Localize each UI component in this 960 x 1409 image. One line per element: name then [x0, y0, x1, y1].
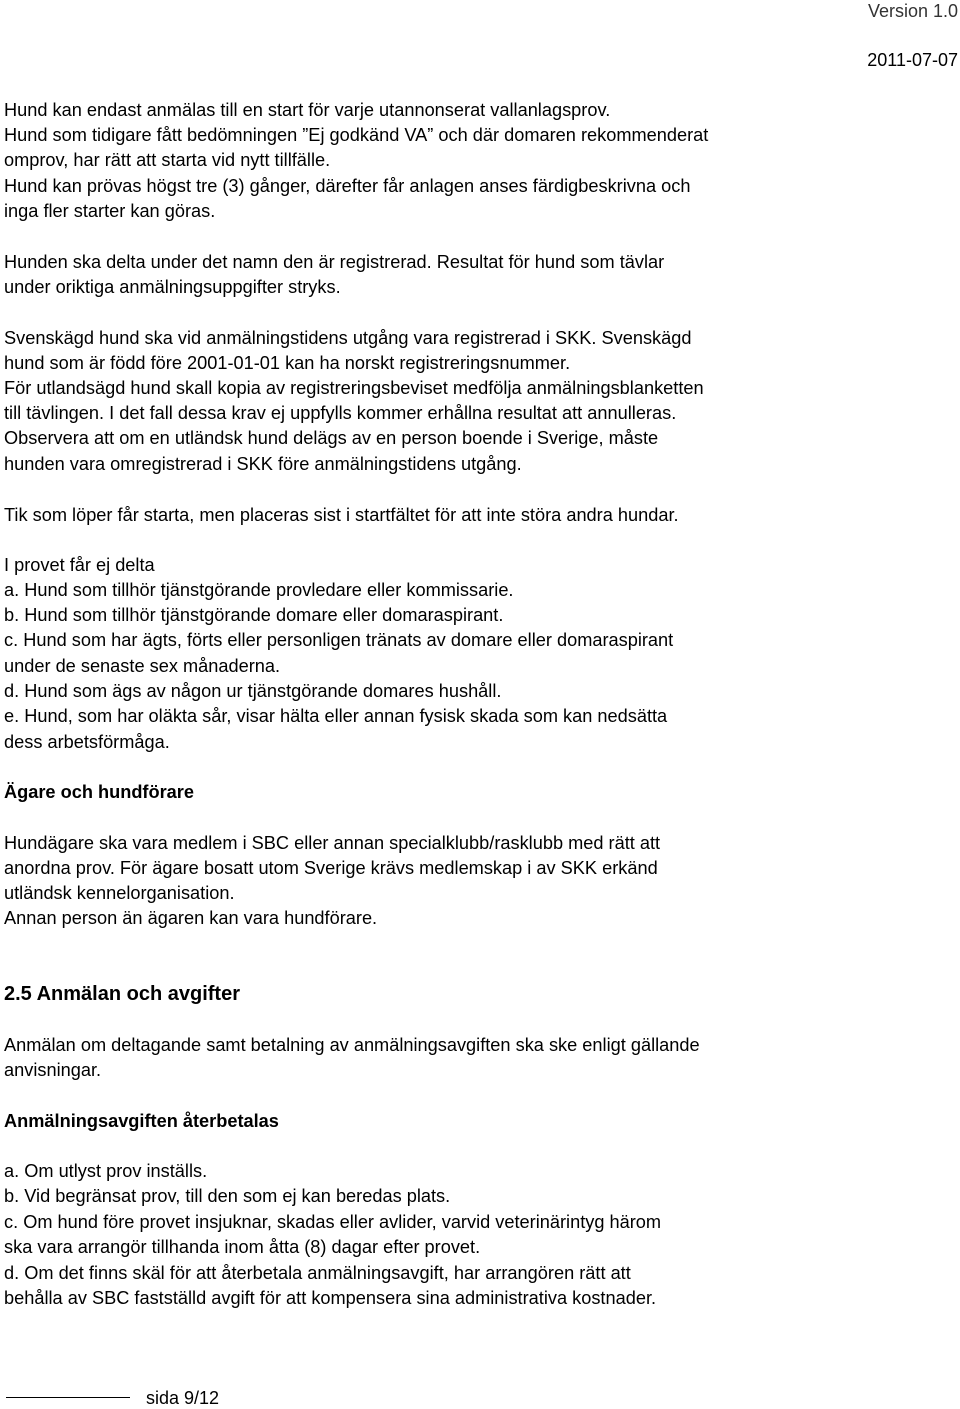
document-date: 2011-07-07 [867, 50, 958, 70]
body-line: utländsk kennelorganisation. [4, 883, 235, 903]
body-line: Hund kan prövas högst tre (3) gånger, därefter får anlagen anses färdigbeskrivna och [4, 176, 691, 196]
version-label: Version 1.0 [867, 1, 958, 21]
section-heading: Anmälningsavgiften återbetalas [4, 1111, 279, 1131]
page-number: sida 9/12 [146, 1388, 220, 1408]
chapter-heading: 2.5 Anmälan och avgifter [4, 983, 240, 1005]
list-item: c. Om hund före provet insjuknar, skadas eller avlider, varvid veterinärintyg härom [4, 1212, 662, 1232]
body-line: Hunden ska delta under det namn den är registrerad. Resultat för hund som tävlar [4, 252, 665, 272]
footer-rule [6, 1397, 130, 1398]
list-item: c. Hund som har ägts, förts eller personligen tränats av domare eller domaraspirant [4, 630, 674, 650]
body-line: För utlandsägd hund skall kopia av registreringsbeviset medfölja anmälningsblanketten [4, 378, 704, 398]
list-item: e. Hund, som har oläkta sår, visar hälta eller annan fysisk skada som kan nedsätta [4, 706, 668, 726]
list-item: a. Om utlyst prov inställs. [4, 1161, 208, 1181]
list-item: under de senaste sex månaderna. [4, 656, 281, 676]
body-line: anvisningar. [4, 1060, 102, 1080]
list-item: d. Hund som ägs av någon ur tjänstgörande domares hushåll. [4, 681, 502, 701]
body-line: Hundägare ska vara medlem i SBC eller annan specialklubb/rasklubb med rätt att [4, 833, 661, 853]
body-line: till tävlingen. I det fall dessa krav ej uppfylls kommer erhållna resultat att annulleras. [4, 403, 677, 423]
list-item: ska vara arrangör tillhanda inom åtta (8) dagar efter provet. [4, 1237, 481, 1257]
list-item: b. Hund som tillhör tjänstgörande domare eller domaraspirant. [4, 605, 504, 625]
body-line: hunden vara omregistrerad i SKK före anmälningstidens utgång. [4, 454, 522, 474]
body-line: Svenskägd hund ska vid anmälningstidens utgång vara registrerad i SKK. Svenskägd [4, 328, 692, 348]
body-line: Observera att om en utländsk hund delägs av en person boende i Sverige, måste [4, 428, 659, 448]
body-line: inga fler starter kan göras. [4, 201, 216, 221]
body-line: Tik som löper får starta, men placeras sist i startfältet för att inte störa andra hundar. [4, 505, 679, 525]
body-line: Hund som tidigare fått bedömningen ”Ej godkänd VA” och där domaren rekommenderat [4, 125, 709, 145]
list-item: a. Hund som tillhör tjänstgörande provledare eller kommissarie. [4, 580, 514, 600]
body-line: Annan person än ägaren kan vara hundförare. [4, 908, 378, 928]
section-heading: Ägare och hundförare [4, 782, 194, 802]
body-line: anordna prov. För ägare bosatt utom Sverige krävs medlemskap i av SKK erkänd [4, 858, 658, 878]
list-item: b. Vid begränsat prov, till den som ej kan beredas plats. [4, 1186, 451, 1206]
body-line: Anmälan om deltagande samt betalning av anmälningsavgiften ska ske enligt gällande [4, 1035, 700, 1055]
body-line: Hund kan endast anmälas till en start för varje utannonserat vallanlagsprov. [4, 100, 611, 120]
list-item: dess arbetsförmåga. [4, 732, 170, 752]
body-line: omprov, har rätt att starta vid nytt tillfälle. [4, 150, 331, 170]
body-line: I provet får ej delta [4, 555, 155, 575]
body-line: hund som är född före 2001-01-01 kan ha norskt registreringsnummer. [4, 353, 571, 373]
body-line: under oriktiga anmälningsuppgifter stryks. [4, 277, 341, 297]
list-item: d. Om det finns skäl för att återbetala anmälningsavgift, har arrangören rätt att [4, 1263, 631, 1283]
list-item: behålla av SBC fastställd avgift för att kompensera sina administrativa kostnader. [4, 1288, 657, 1308]
